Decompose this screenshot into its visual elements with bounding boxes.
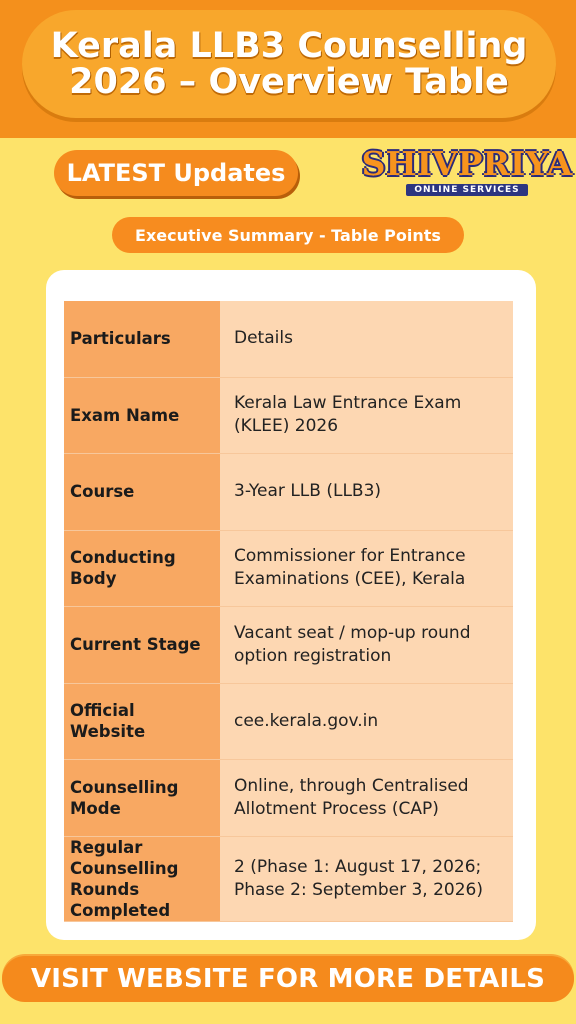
row-value: 3-Year LLB (LLB3)	[220, 454, 513, 531]
latest-updates-badge[interactable]: LATEST Updates	[54, 150, 298, 196]
row-key: Official Website	[64, 683, 220, 760]
row-key: Course	[64, 454, 220, 531]
table-row	[64, 683, 513, 760]
row-key: Conducting Body	[64, 530, 220, 607]
row-key: Counselling Mode	[64, 760, 220, 837]
visit-website-button[interactable]: VISIT WEBSITE FOR MORE DETAILS	[2, 956, 574, 1002]
row-key: Current Stage	[64, 607, 220, 684]
title-line-2: 2026 – Overview Table	[69, 62, 509, 102]
table-row	[64, 530, 513, 607]
row-value: Commissioner for Entrance Examinations (CEE), Kerala	[220, 530, 513, 607]
row-value: Details	[220, 301, 513, 377]
row-key: Exam Name	[64, 377, 220, 454]
section-badge: Executive Summary - Table Points	[112, 217, 464, 253]
row-value: 2 (Phase 1: August 17, 2026; Phase 2: September 3, 2026)	[220, 836, 513, 921]
table-row	[64, 607, 513, 684]
overview-table	[64, 301, 513, 922]
brand-logo	[361, 144, 573, 204]
row-value: Online, through Centralised Allotment Process (CAP)	[220, 760, 513, 837]
official-website-link[interactable]: cee.kerala.gov.in	[220, 683, 513, 760]
table-row	[64, 454, 513, 531]
title-banner	[22, 10, 556, 118]
logo-wordmark: SHIVPRIYA	[361, 144, 573, 183]
logo-tagline: ONLINE SERVICES	[406, 184, 527, 196]
table-row	[64, 760, 513, 837]
table-row	[64, 377, 513, 454]
row-key: Particulars	[64, 301, 220, 377]
title-line-1: Kerala LLB3 Counselling	[50, 26, 528, 66]
table-row	[64, 836, 513, 921]
table-row	[64, 301, 513, 377]
row-key: Regular Counselling Rounds Completed	[64, 836, 220, 921]
row-value: Vacant seat / mop-up round option registration	[220, 607, 513, 684]
row-value: Kerala Law Entrance Exam (KLEE) 2026	[220, 377, 513, 454]
page-title	[51, 28, 528, 100]
